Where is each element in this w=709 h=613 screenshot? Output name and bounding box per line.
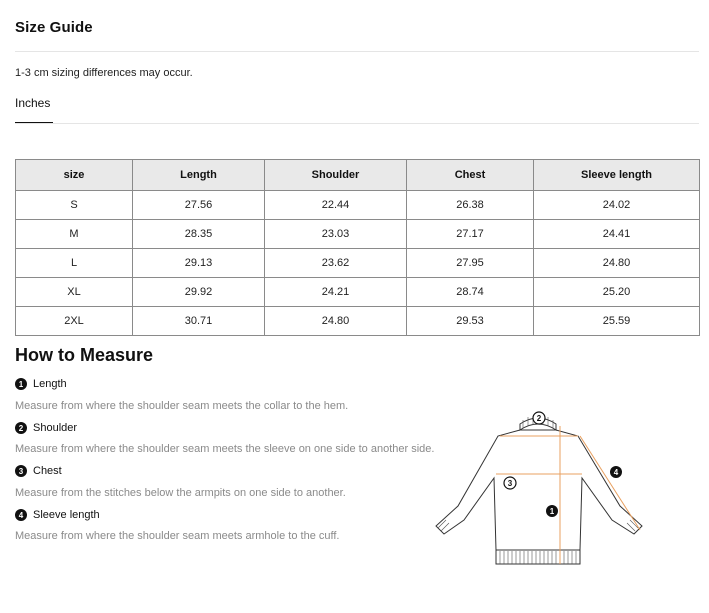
header-size: size	[16, 160, 133, 191]
cell-size: 2XL	[16, 307, 133, 336]
step-label: Shoulder	[33, 422, 78, 434]
cell-chest: 27.95	[407, 249, 534, 278]
svg-text:4: 4	[613, 468, 619, 477]
tab-inches[interactable]: Inches	[15, 96, 51, 110]
number-3-icon: 3	[15, 465, 27, 477]
cell-sleeve-length: 25.20	[534, 278, 700, 307]
cell-sleeve-length: 24.80	[534, 249, 700, 278]
cell-length: 29.92	[133, 278, 265, 307]
sweater-body	[436, 430, 642, 550]
step-label: Chest	[33, 465, 62, 477]
table-row	[16, 307, 700, 336]
sweater-hem	[496, 550, 580, 564]
number-2-icon: 2	[15, 422, 27, 434]
page-title: Size Guide	[15, 19, 93, 36]
svg-text:3: 3	[507, 479, 513, 488]
table-row	[16, 249, 700, 278]
cell-sleeve-length: 24.02	[534, 191, 700, 220]
cell-chest: 28.74	[407, 278, 534, 307]
cell-size: M	[16, 220, 133, 249]
cell-shoulder: 23.03	[265, 220, 407, 249]
step-chest	[15, 465, 62, 477]
step-shoulder	[15, 422, 77, 434]
cell-shoulder: 23.62	[265, 249, 407, 278]
divider	[15, 123, 699, 124]
step-label: Length	[33, 378, 67, 390]
cell-chest: 26.38	[407, 191, 534, 220]
step-description: Measure from the stitches below the armpits on one side to another.	[15, 487, 346, 499]
cell-length: 27.56	[133, 191, 265, 220]
table-header-row	[16, 160, 700, 191]
step-description: Measure from where the shoulder seam meets armhole to the cuff.	[15, 530, 340, 542]
svg-text:1: 1	[549, 507, 555, 516]
table-row	[16, 220, 700, 249]
step-sleeve-length	[15, 509, 100, 521]
cell-size: S	[16, 191, 133, 220]
table-row	[16, 191, 700, 220]
cell-length: 30.71	[133, 307, 265, 336]
cell-shoulder: 22.44	[265, 191, 407, 220]
number-4-icon: 4	[15, 509, 27, 521]
cell-size: L	[16, 249, 133, 278]
header-sleeve-length: Sleeve length	[534, 160, 700, 191]
cell-size: XL	[16, 278, 133, 307]
table-row	[16, 278, 700, 307]
cell-chest: 27.17	[407, 220, 534, 249]
divider	[15, 51, 699, 52]
step-description: Measure from where the shoulder seam meets the collar to the hem.	[15, 400, 349, 412]
cell-chest: 29.53	[407, 307, 534, 336]
step-description: Measure from where the shoulder seam meets the sleeve on one side to another side.	[15, 443, 435, 455]
how-to-measure-heading: How to Measure	[15, 345, 154, 365]
sweater-measurement-diagram	[428, 408, 654, 570]
header-shoulder: Shoulder	[265, 160, 407, 191]
size-table	[15, 159, 700, 336]
header-length: Length	[133, 160, 265, 191]
step-length	[15, 378, 67, 390]
svg-text:2: 2	[536, 414, 542, 423]
cell-sleeve-length: 24.41	[534, 220, 700, 249]
header-chest: Chest	[407, 160, 534, 191]
cell-length: 29.13	[133, 249, 265, 278]
cell-shoulder: 24.80	[265, 307, 407, 336]
cell-shoulder: 24.21	[265, 278, 407, 307]
number-1-icon: 1	[15, 378, 27, 390]
step-label: Sleeve length	[33, 509, 100, 521]
sizing-note: 1-3 cm sizing differences may occur.	[15, 67, 193, 79]
cell-sleeve-length: 25.59	[534, 307, 700, 336]
cell-length: 28.35	[133, 220, 265, 249]
